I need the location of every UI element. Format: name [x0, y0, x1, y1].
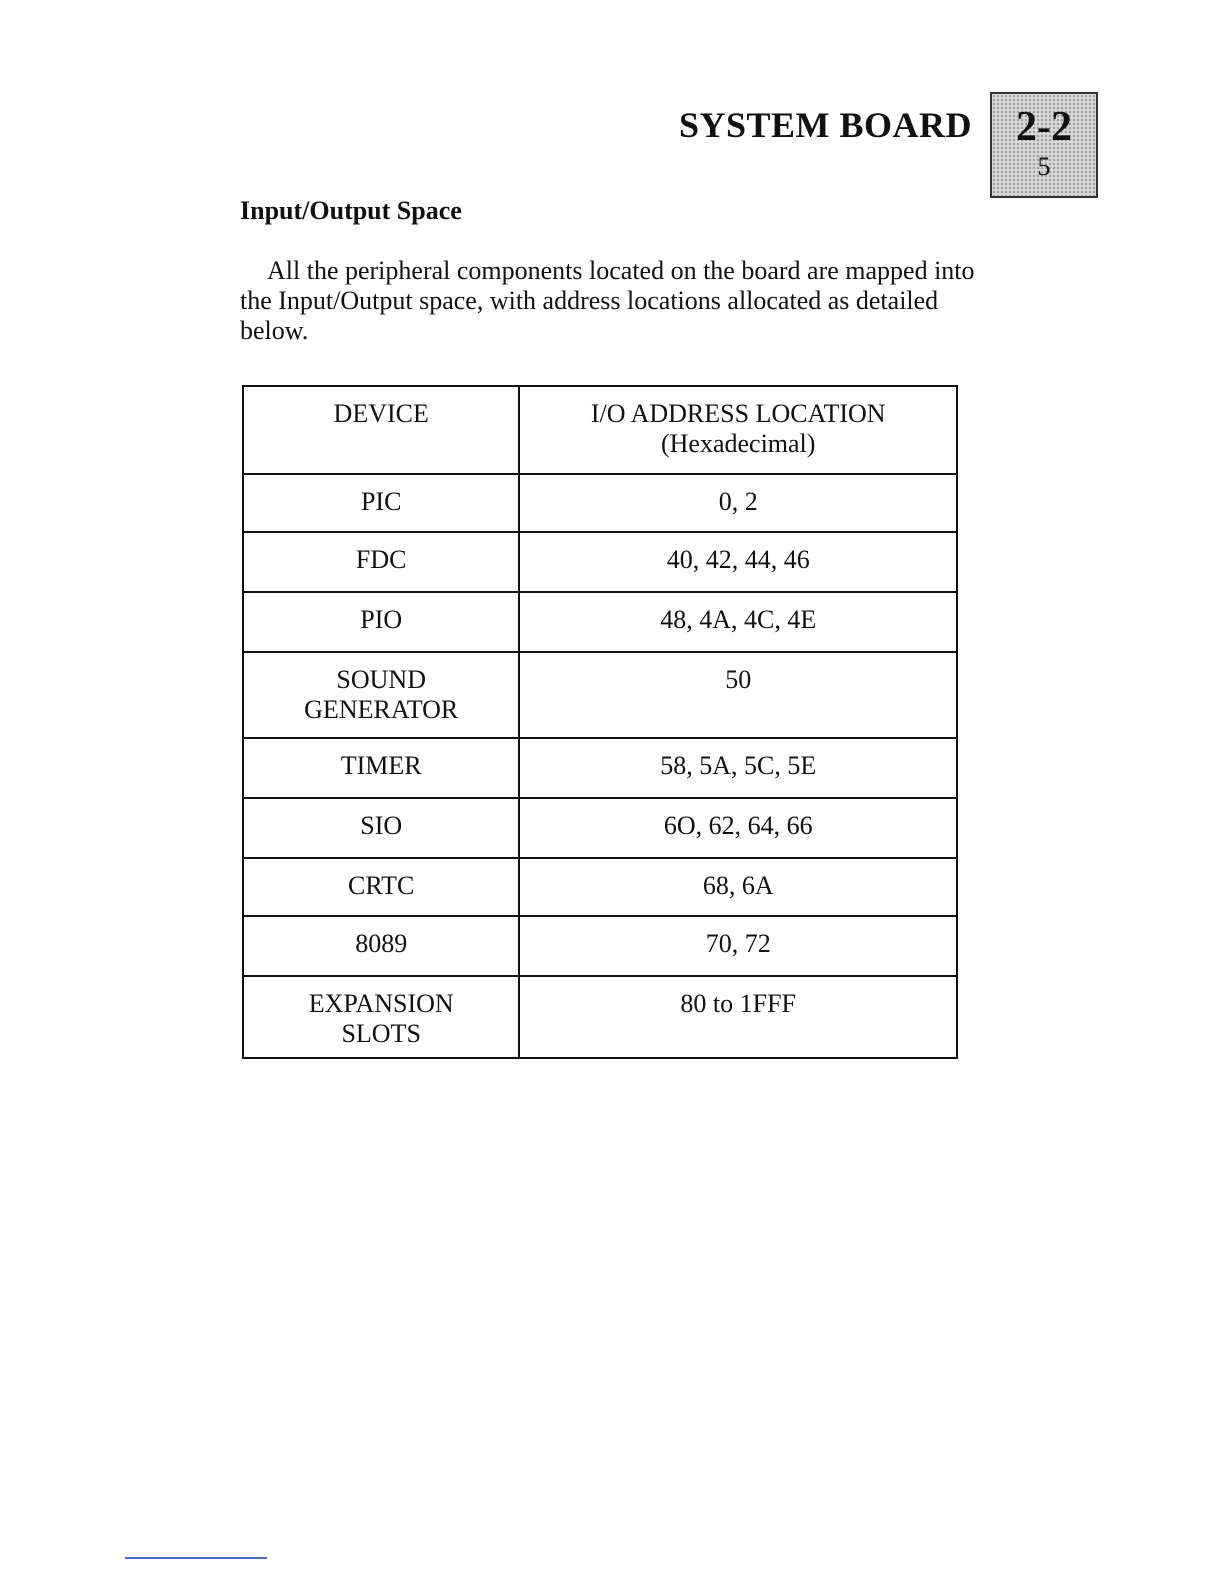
column-header-address-unit: (Hexadecimal)	[660, 429, 816, 458]
table-row	[243, 858, 957, 916]
address-cell: 50	[519, 652, 957, 738]
address-cell: 0, 2	[519, 474, 957, 532]
section-number: 2-2	[1016, 104, 1072, 150]
section-tab	[990, 92, 1098, 198]
device-cell: TIMER	[243, 738, 519, 798]
table-row	[243, 916, 957, 976]
io-address-table	[242, 385, 958, 1059]
table-row	[243, 532, 957, 592]
device-cell: CRTC	[243, 858, 519, 916]
address-cell: 48, 4A, 4C, 4E	[519, 592, 957, 652]
device-cell: SOUND GENERATOR	[243, 652, 519, 738]
device-cell: PIO	[243, 592, 519, 652]
address-cell: 68, 6A	[519, 858, 957, 916]
address-cell: 70, 72	[519, 916, 957, 976]
address-cell: 80 to 1FFF	[519, 976, 957, 1058]
device-cell: 8089	[243, 916, 519, 976]
column-header-device: DEVICE	[243, 386, 519, 474]
device-cell: SIO	[243, 798, 519, 858]
device-cell: PIC	[243, 474, 519, 532]
device-cell: EXPANSION SLOTS	[243, 976, 519, 1058]
table-row	[243, 652, 957, 738]
table-row	[243, 474, 957, 532]
section-heading: Input/Output Space	[240, 196, 462, 225]
table-row	[243, 592, 957, 652]
address-cell: 40, 42, 44, 46	[519, 532, 957, 592]
column-header-address: I/O ADDRESS LOCATION (Hexadecimal)	[519, 386, 957, 474]
page-title: SYSTEM BOARD	[678, 105, 972, 145]
intro-paragraph: All the peripheral components located on the board are mapped into the Input/Output space, with address locations allocated as detailed below.	[240, 256, 975, 345]
address-cell: 58, 5A, 5C, 5E	[519, 738, 957, 798]
table-header-row	[243, 386, 957, 474]
table-row	[243, 976, 957, 1058]
table-row	[243, 738, 957, 798]
table-row	[243, 798, 957, 858]
footer-rule	[125, 1557, 267, 1559]
device-cell: FDC	[243, 532, 519, 592]
page-number: 5	[1037, 152, 1051, 181]
address-cell: 6O, 62, 64, 66	[519, 798, 957, 858]
